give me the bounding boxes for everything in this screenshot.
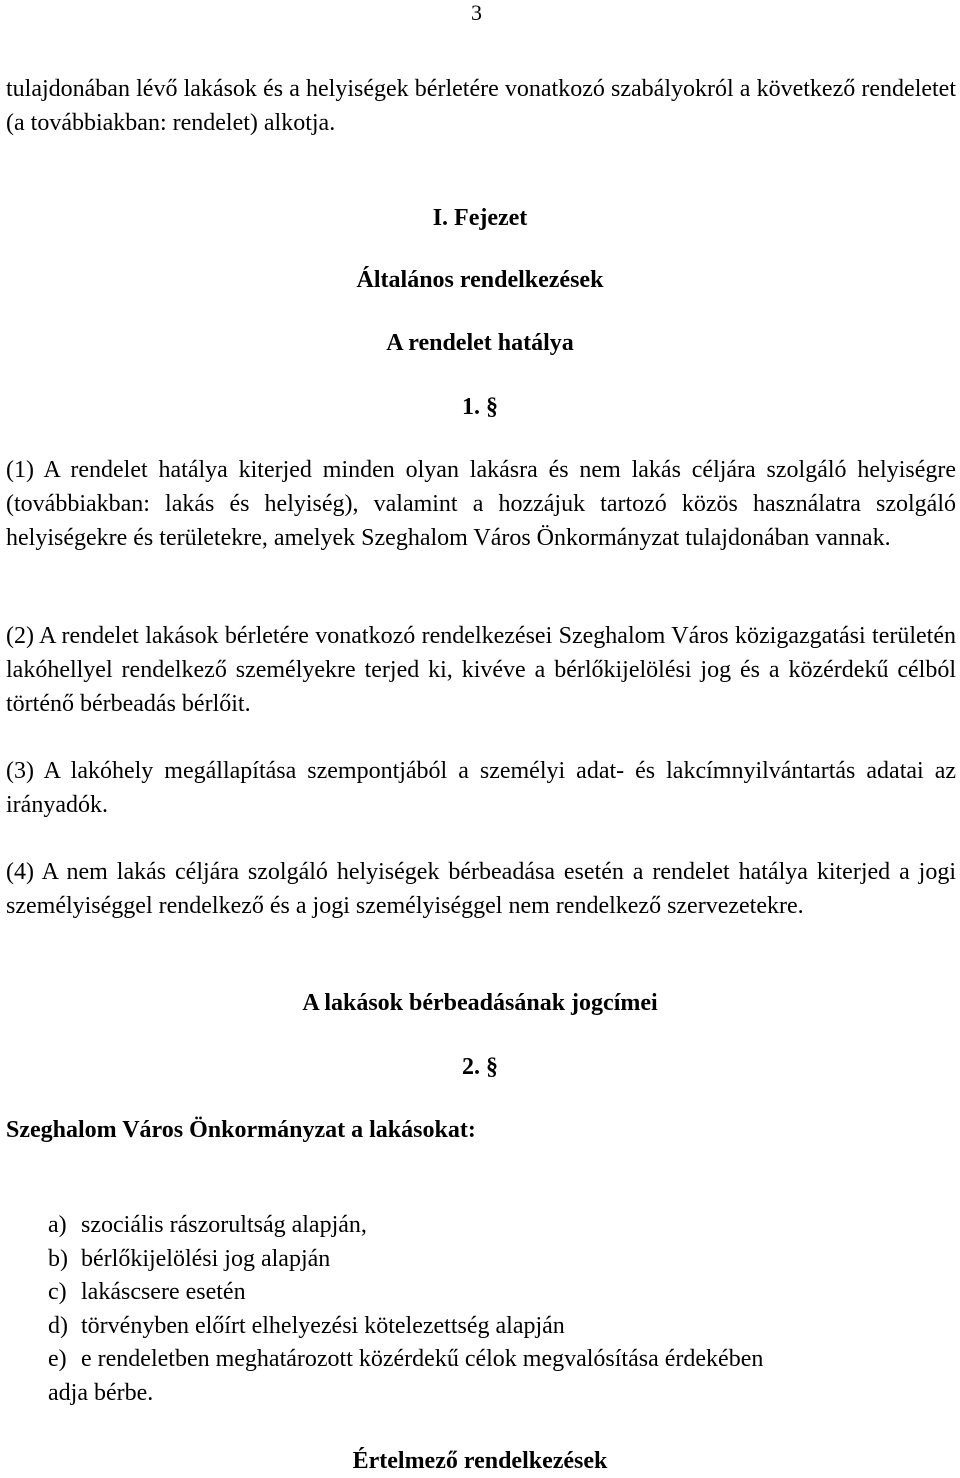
page-number: 3 [471, 0, 482, 25]
list-closing: adja bérbe. [48, 1379, 154, 1406]
paragraph-4: (4) A nem lakás céljára szolgáló helyiségek bérbeadása esetén a rendelet hatálya kiterjed a jogi személyiséggel rendelkező és a jogi személyiséggel nem rendelkező szervezetekre. [6, 859, 956, 919]
list-item-text: törvényben előírt elhelyezési kötelezettség alapján [81, 1312, 565, 1339]
intro-paragraph: tulajdonában lévő lakások és a helyiségek bérletére vonatkozó szabályokról a következő rendeletet (a továbbiakban: rendelet) alkotja. [6, 76, 956, 136]
section-2-heading: A lakások bérbeadásának jogcímei [302, 990, 658, 1016]
paragraph-2: (2) A rendelet lakások bérletére vonatkozó rendelkezései Szeghalom Város közigazgatási területén lakóhellyel rendelkező személyekre terjed ki, kivéve a bérlőkijelölési jog és a közérdekű célból történő bérbeadás bérlőit. [6, 623, 956, 717]
list-item-text: lakáscsere esetén [81, 1279, 246, 1305]
list-item [48, 1276, 948, 1310]
chapter-subtitle: A rendelet hatálya [386, 330, 574, 356]
list-item-label: c) [48, 1279, 67, 1305]
list-item-text: szociális rászorultság alapján, [81, 1212, 367, 1238]
list-item-text: bérlőkijelölési jog alapján [81, 1245, 331, 1272]
list-item [48, 1243, 948, 1277]
list-item-label: e) [48, 1346, 67, 1372]
list-item [48, 1209, 948, 1243]
section-2-number: 2. § [462, 1054, 498, 1080]
section-2-lead: Szeghalom Város Önkormányzat a lakásokat: [6, 1117, 476, 1143]
section-1-number: 1. § [462, 394, 498, 420]
paragraph-1: (1) A rendelet hatálya kiterjed minden olyan lakásra és nem lakás céljára szolgáló helyiségre (továbbiakban: lakás és helyiség), valamint a hozzájuk tartozó közös használatra szolgáló helyiségekre és területekre, amelyek Szeghalom Város Önkormányzat tulajdonában vannak. [6, 457, 956, 551]
jogcim-list [48, 1209, 948, 1410]
chapter-number: I. Fejezet [432, 205, 528, 231]
chapter-title: Általános rendelkezések [356, 267, 604, 293]
list-item [48, 1310, 948, 1344]
list-item-label: a) [48, 1212, 67, 1238]
list-item [48, 1343, 948, 1377]
list-item-label: b) [48, 1245, 68, 1272]
list-item-text: e rendeletben meghatározott közérdekű célok megvalósítása érdekében [81, 1346, 764, 1372]
paragraph-3: (3) A lakóhely megállapítása szempontjából a személyi adat- és lakcímnyilvántartás adatai az irányadók. [6, 758, 956, 818]
list-item-label: d) [48, 1312, 68, 1339]
next-section-heading: Értelmező rendelkezések [352, 1448, 608, 1474]
